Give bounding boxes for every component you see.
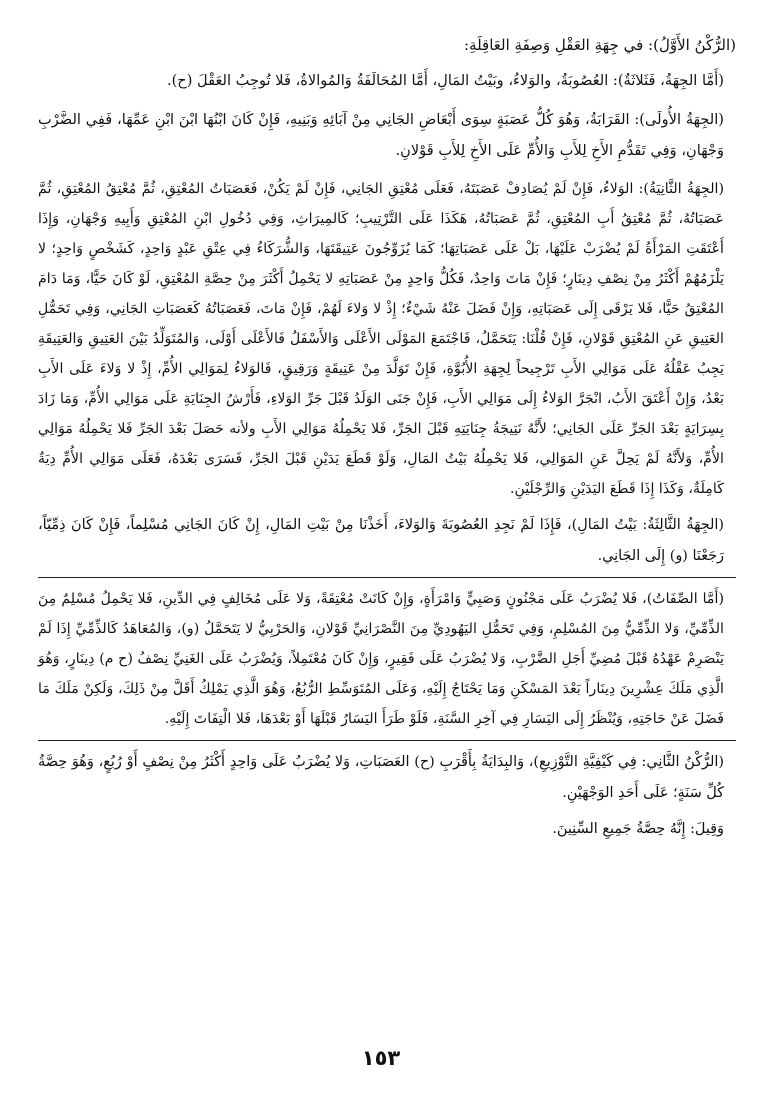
section-divider xyxy=(38,740,736,741)
paragraph-second-aspect: (الجِهَةُ الثَّانِيَةُ): الوَلاءُ، فَإِنْ لَمْ يُصَادِفْ عَصَبَتَهُ، فَعَلَى مُعْتِقِ الجَانِي، فَإِنْ لَمْ يَكُنْ، فَعَصَبَاتُ المُعْتِقِ، ثُمَّ مُعْتِقُ المُعْتِقِ، ثُمَّ عَصَبَاتُهُ، ثُمَّ مُعْتِقُ أَبِ المُعْتِقِ، ثُمَّ عَصَبَاتُهُ، هَكَذَا عَلَى التَّرْتِيبِ؛ كَالمِيرَاثِ، وَفِي دُخُولِ ابْنِ المُعْتِقِ وَأَبِيهِ وَجْهَانِ، وَإِذَا أَعْتَقَتِ المَرْأَةُ لَمْ يُضْرَبْ عَلَيْهَا، بَلْ عَلَى عَصَبَاتِهَا؛ كَمَا يُزَوِّجُونَ عَتِيقَتَهَا، وَالشُّرَكَاءُ فِي عِتْقِ عَبْدٍ وَاحِدٍ، كَشَخْصٍ وَاحِدٍ؛ لا يَلْزَمُهُمْ أَكْثَرُ مِنْ نِصْفِ دِينَارٍ؛ فَإِنْ مَاتَ وَاحِدٌ، فَكُلُّ وَاحِدٍ مِنْ عَصَبَاتِهِ لا يَحْمِلُ أَكْثَرَ مِنْ حِصَّةِ المُعْتِقِ، لَوْ كَانَ حَيًّا، وَمَا دَامَ المُعْتِقُ حَيًّا، فَلا يَرْقَى إِلَى عَصَبَاتِهِ، وَإِنْ فَضَلَ عَنْهُ شَيْءٌ؛ إِذْ لا وَلاءَ لَهُمْ، فَإِنْ مَاتَ، فَعَصَبَاتُهُ كَعَصَبَاتِ الجَانِي، وَفِي تَحَمُّلِ العَتِيقِ عَنِ المُعْتِقِ قَوْلانِ، فَإِنْ قُلْنَا: يَتَحَمَّلُ، فَاجْتَمَعَ المَوْلَى الأَعْلَى وَالأَسْفَلُ فَالأَعْلَى أَوْلَى، وَالمُتَوَلِّدُ بَيْنَ العَتِيقِ وَالعَتِيقَةِ يَجِبُ عَقْلُهُ عَلَى مَوَالِي الأَبِ تَرْجِيحاً لِجِهَةِ الأُبُوَّةِ، فَإِنْ تَوَلَّدَ مِنْ عَتِيقَةٍ وَرَقِيقٍ، فَالوَلاءُ لِمَوَالِي الأُمِّ، إِذْ لا وَلاءَ عَلَى الأَبِ بَعْدُ، وَإِنْ أَعْتَقَ الأَبُ، انْجَرَّ الوَلاءُ إِلَى مَوَالِي الأَبِ، فَإِنْ جَنَى الوَلَدُ قَبْلَ جَرِّ الوَلاءِ، فَأَرْشُ الجِنَايَةِ عَلَى مَوَالِي الأُمِّ، وَمَا زَادَ بِسِرَايَةٍ بَعْدَ الجَرِّ عَلَى الجَانِي؛ لأَنَّهُ نَتِيجَةُ جِنَايَتِهِ قَبْلَ الجَرِّ، فَلا يَحْمِلُهُ مَوَالِي الأَبِ ولأنه حَصَلَ بَعْدَ الجَرِّ فَلا يَحْمِلُهُ مَوَالِي الأُمِّ، وَلأَنَّهُ لَمْ يَحِلَّ عَنِ المَوَالِي، فَلا يَحْمِلُهُ بَيْتُ المَالِ، وَلَوْ قَطَعَ يَدَيْنِ قَبْلَ الجَرِّ، فَسَرَى بَعْدَهُ، فَعَلَى مَوَالِي الأُمِّ دِيَةٌ كَامِلَةٌ، وَكَذَا إِذَا قَطَعَ اليَدَيْنِ وَالرِّجْلَيْنِ. xyxy=(38,181,724,497)
paragraph-second-pillar: (الرُّكْنُ الثَّانِي: فِي كَيْفِيَّةِ التَّوْزِيعِ)، وَالبِدَايَةُ بِأَقْرَبِ (ح) العَصَبَاتِ، وَلا يُضْرَبُ عَلَى وَاحِدٍ أَكْثَرُ مِنْ نِصْفٍ أَوْ رُبُعٍ، وَهُوَ حِصَّةُ كُلِّ سَنَةٍ؛ عَلَى أَحَدِ الوَجْهَيْنِ. xyxy=(38,754,724,801)
paragraph-third-aspect: (الجِهَةُ الثَّالِثَةُ: بَيْتُ المَالِ)، فَإِذَا لَمْ نَجِدِ العُصُوبَةَ وَالوَلاءَ، أَخَذْنَا مِنْ بَيْتِ المَالِ، إِنْ كَانَ الجَانِي مُسْلِماً، فَإِنْ كَانَ ذِمِّيّاً، رَجَعْنَا (و) إِلَى الجَانِي. xyxy=(38,517,724,564)
page-number: ١٥٣ xyxy=(361,1046,401,1070)
paragraph-aspect-intro: (أَمَّا الجِهَةُ، فَثَلاثَةٌ): العُصُوبَةُ، والوَلاءُ، وبَيْتُ المَالِ، أَمَّا المُحَالَفَةُ وَالمُوالاةُ، فَلا تُوجِبُ العَقْلَ (ح). xyxy=(166,72,724,89)
section-divider xyxy=(38,577,736,578)
paragraph-first-aspect: (الجِهَةُ الأُولَى): القَرَابَةُ، وَهُوَ كُلُّ عَصَبَةٍ سِوَى أَبْعَاضِ الجَانِي مِنْ آبَائِهِ وَبَنِيهِ، فَإِنْ كَانَ ابْنُهَا ابْنَ ابْنِ عَمِّهَا، فَفِي الضَّرْبِ وَجْهَانِ، وَفِي تَقَدُّمِ الأَخِ لِلأَبِ وَالأُمِّ عَلَى الأَخِ لِلأَبِ قَوْلانِ. xyxy=(38,111,724,159)
document-page xyxy=(38,30,736,851)
paragraph-attributes: (أَمَّا الصِّفَاتُ)، فَلا يُضْرَبُ عَلَى مَجْنُونٍ وَصَبِيٍّ وَامْرَأَةٍ، وَإِنْ كَانَتْ مُعْتِقَةً، وَلا عَلَى مُخَالِفٍ فِي الدِّينِ، فَلا يَحْمِلُ مُسْلِمٌ مِنَ الذِّمِّيِّ، وَلا الذِّمِّيُّ مِنَ المُسْلِمِ، وَفِي تَحَمُّلِ اليَهُودِيِّ مِنَ النَّصْرَانِيِّ قَوْلانِ، وَالحَرْبِيُّ لا يَتَحَمَّلُ (و)، وَالمُعَاهَدُ كَالذِّمِّيِّ إِذَا لَمْ يَنْصَرِمْ عَهْدُهُ قَبْلَ مُضِيِّ أَجَلِ الضَّرْبِ، وَلا يُضْرَبُ عَلَى فَقِيرٍ، وَإِنْ كَانَ مُعْتَمِلاً، وَيُضْرَبُ عَلَى الغَنِيِّ نِصْفُ (ح م) دِينَارٍ، وَهُوَ الَّذِي مَلَكَ عِشْرِينَ دِينَاراً بَعْدَ المَسْكَنِ وَمَا يَحْتَاجُ إِلَيْهِ، وَعَلَى المُتَوَسِّطِ الرُّبُعُ، وَهُوَ الَّذِي يَمْلِكُ أَقَلَّ مِنْ ذَلِكَ، وَلَكِنْ مَلَكَ مَا فَضَلَ عَنْ حَاجَتِهِ، وَيُنْظَرُ إِلَى اليَسَارِ فِي آخِرِ السَّنَةِ، فَلَوْ طَرَأَ اليَسَارُ قَبْلَهَا أَوْ بَعْدَهَا، فَلا الْتِفَاتَ إِلَيْهِ. xyxy=(38,591,724,727)
paragraph-alternate-view: وَقِيلَ: إِنَّهُ حِصَّةُ جَمِيعِ السِّنِينَ. xyxy=(552,821,724,837)
section-heading: (الرُّكْنُ الأَوَّلُ): في جِهَةِ العَقْلِ وَصِفَةِ العَاقِلَةِ: xyxy=(463,36,736,54)
